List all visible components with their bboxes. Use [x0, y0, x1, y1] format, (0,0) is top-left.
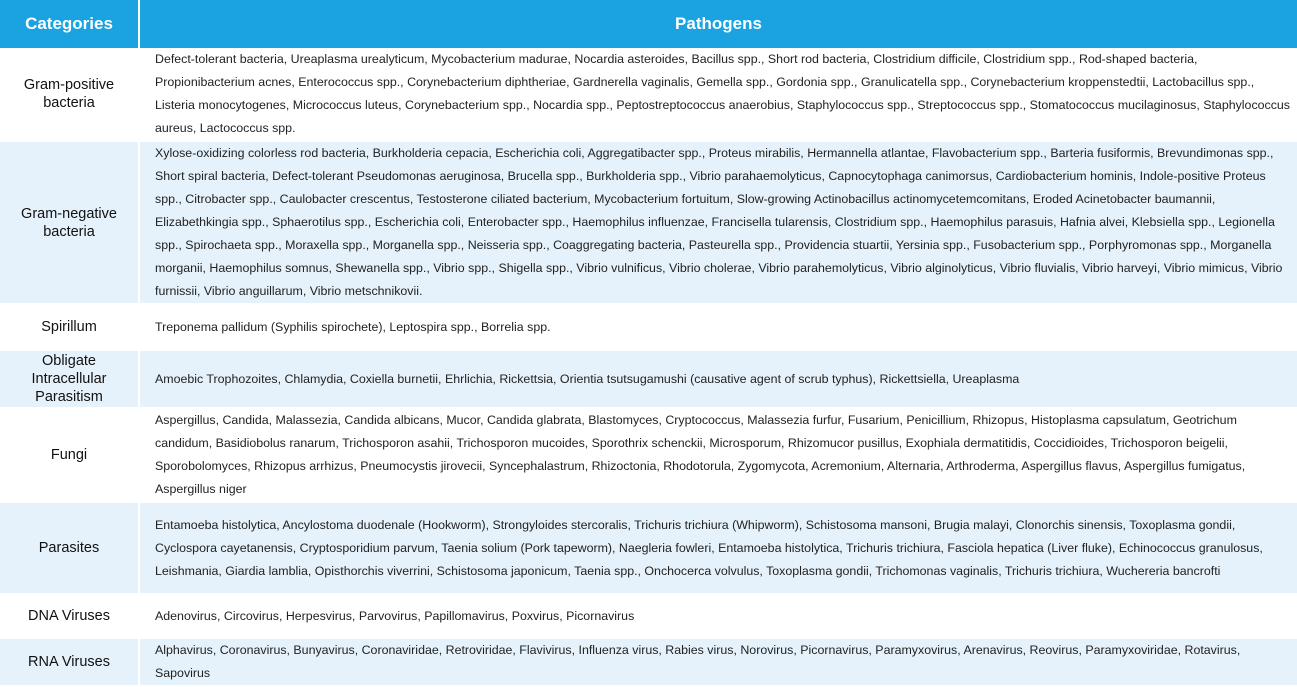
pathogens-cell: Amoebic Trophozoites, Chlamydia, Coxiella burnetii, Ehrlichia, Rickettsia, Orientia tsutsugamushi (causative agent of scrub typhus), Rickettsiella, Ureaplasma	[140, 351, 1297, 409]
pathogens-cell: Aspergillus, Candida, Malassezia, Candida albicans, Mucor, Candida glabrata, Blastomyces, Cryptococcus, Malassezia furfur, Fusarium, Penicillium, Rhizopus, Histoplasma capsulatum, Geotrichum candidum, Basidiobolus ranarum, Trichosporon asahii, Trichosporon mucoides, Sporothrix schenckii, Microsporum, Rhizomucor pusillus, Exophiala dermatitidis, Coccidioides, Trichosporon beigelii, Sporobolomyces, Rhizopus arrhizus, Pneumocystis jirovecii, Syncephalastrum, Rhizoctonia, Rhodotorula, Zygomycota, Acremonium, Alternaria, Arthroderma, Aspergillus flavus, Aspergillus fumigatus, Aspergillus niger	[140, 409, 1297, 503]
header-pathogens: Pathogens	[140, 0, 1297, 48]
table-row	[0, 142, 1297, 305]
table-row	[0, 409, 1297, 503]
category-cell: DNA Viruses	[0, 595, 140, 639]
table-row	[0, 351, 1297, 409]
pathogens-cell: Adenovirus, Circovirus, Herpesvirus, Parvovirus, Papillomavirus, Poxvirus, Picornavirus	[140, 595, 1297, 639]
pathogens-cell: Defect-tolerant bacteria, Ureaplasma urealyticum, Mycobacterium madurae, Nocardia asteroides, Bacillus spp., Short rod bacteria, Clostridium difficile, Clostridium spp., Rod-shaped bacteria, Propionibacterium acnes, Enterococcus spp., Corynebacterium diphtheriae, Gardnerella vaginalis, Gemella spp., Gordonia spp., Granulicatella spp., Corynebacterium kroppenstedtii, Lactobacillus spp., Listeria monocytogenes, Micrococcus luteus, Corynebacterium spp., Nocardia spp., Peptostreptococcus anaerobius, Staphylococcus spp., Streptococcus spp., Stomatococcus mucilaginosus, Staphylococcus aureus, Lactococcus spp.	[140, 48, 1297, 142]
table-row	[0, 595, 1297, 639]
category-cell: Gram-negative bacteria	[0, 142, 140, 305]
header-categories: Categories	[0, 0, 140, 48]
pathogens-cell: Treponema pallidum (Syphilis spirochete), Leptospira spp., Borrelia spp.	[140, 305, 1297, 351]
table-row	[0, 305, 1297, 351]
category-cell: Parasites	[0, 503, 140, 595]
category-cell: Obligate Intracellular Parasitism	[0, 351, 140, 409]
category-cell: Fungi	[0, 409, 140, 503]
table-row	[0, 48, 1297, 142]
category-cell: RNA Viruses	[0, 639, 140, 687]
pathogens-cell: Xylose-oxidizing colorless rod bacteria, Burkholderia cepacia, Escherichia coli, Aggregatibacter spp., Proteus mirabilis, Hermannella atlantae, Flavobacterium spp., Barteria fusiformis, Brevundimonas spp., Short spiral bacteria, Defect-tolerant Pseudomonas aeruginosa, Brucella spp., Burkholderia spp., Vibrio parahaemolyticus, Capnocytophaga canimorsus, Cardiobacterium hominis, Indole-positive Proteus spp., Citrobacter spp., Caulobacter crescentus, Testosterone ciliated bacterium, Mycobacterium fortuitum, Slow-growing Actinobacillus actinomycetemcomitans, Eroded Acinetobacter baumannii, Elizabethkingia spp., Sphaerotilus spp., Escherichia coli, Enterobacter spp., Haemophilus influenzae, Francisella tularensis, Clostridium spp., Haemophilus parasuis, Hafnia alvei, Klebsiella spp., Legionella spp., Spirochaeta spp., Moraxella spp., Morganella spp., Neisseria spp., Coaggregating bacteria, Pasteurella spp., Providencia stuartii, Yersinia spp., Fusobacterium spp., Porphyromonas spp., Morganella morganii, Haemophilus somnus, Shewanella spp., Vibrio spp., Shigella spp., Vibrio vulnificus, Vibrio cholerae, Vibrio parahemolyticus, Vibrio alginolyticus, Vibrio fluvialis, Vibrio harveyi, Vibrio mimicus, Vibrio furnissii, Vibrio anguillarum, Vibrio metschnikovii.	[140, 142, 1297, 305]
table-header-row	[0, 0, 1297, 48]
pathogens-cell: Alphavirus, Coronavirus, Bunyavirus, Coronaviridae, Retroviridae, Flavivirus, Influenza virus, Rabies virus, Norovirus, Picornavirus, Paramyxovirus, Arenavirus, Reovirus, Paramyxoviridae, Rotavirus, Sapovirus	[140, 639, 1297, 687]
category-cell: Gram-positive bacteria	[0, 48, 140, 142]
table-row	[0, 639, 1297, 687]
category-cell: Spirillum	[0, 305, 140, 351]
table-row	[0, 503, 1297, 595]
pathogens-cell: Entamoeba histolytica, Ancylostoma duodenale (Hookworm), Strongyloides stercoralis, Trichuris trichiura (Whipworm), Schistosoma mansoni, Brugia malayi, Clonorchis sinensis, Toxoplasma gondii, Cyclospora cayetanensis, Cryptosporidium parvum, Taenia solium (Pork tapeworm), Naegleria fowleri, Entamoeba histolytica, Trichuris trichiura, Fasciola hepatica (Liver fluke), Echinococcus granulosus, Leishmania, Giardia lamblia, Opisthorchis viverrini, Schistosoma japonicum, Taenia spp., Onchocerca volvulus, Toxoplasma gondii, Trichomonas vaginalis, Trichuris trichiura, Wuchereria bancrofti	[140, 503, 1297, 595]
